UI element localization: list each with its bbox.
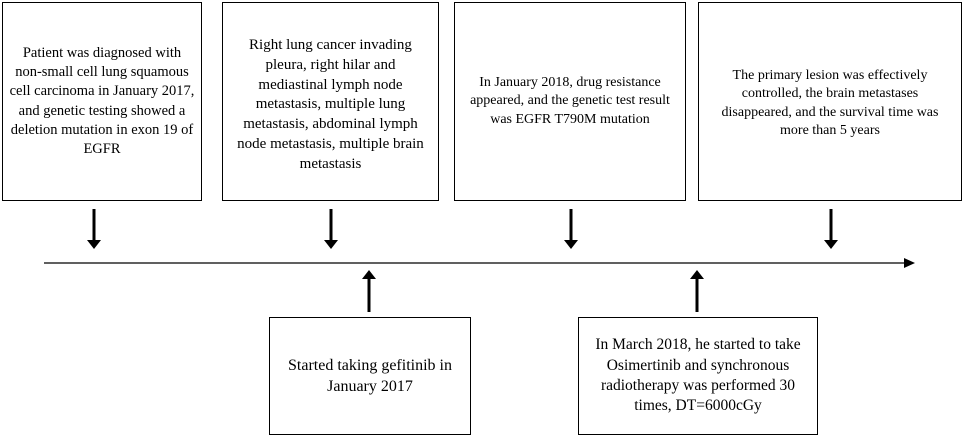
event-text-metastasis: Right lung cancer invading pleura, right hilar and mediastinal lymph node metastasis, multiple lung metastasis, abdominal lymph node metastasis, multiple brain metastasis [237,37,424,172]
arrow-down-diagnosis [87,209,101,249]
treatment-text-gefitinib: Started taking gefitinib in January 2017 [288,356,452,395]
arrow-down-outcome [824,209,838,249]
arrow-down-drug-resistance [564,209,578,249]
arrow-down-metastasis [324,209,338,249]
arrow-up-gefitinib [362,270,376,312]
arrow-up-osimertinib [690,270,704,312]
timeline-arrowhead [904,258,915,268]
event-text-outcome: The primary lesion was effectively controlled, the brain metastases disappeared, and the survival time was more than 5 years [721,68,939,139]
treatment-text-osimertinib: In March 2018, he started to take Osimertinib and synchronous radiotherapy was performed 30 times, DT=6000cGy [595,336,801,415]
event-text-drug-resistance: In January 2018, drug resistance appeared, and the genetic test result was EGFR T790M mutation [470,74,670,127]
event-text-diagnosis: Patient was diagnosed with non-small cell lung squamous cell carcinoma in January 2017, and genetic testing showed a deletion mutation in exon 19 of EGFR [9,45,195,157]
